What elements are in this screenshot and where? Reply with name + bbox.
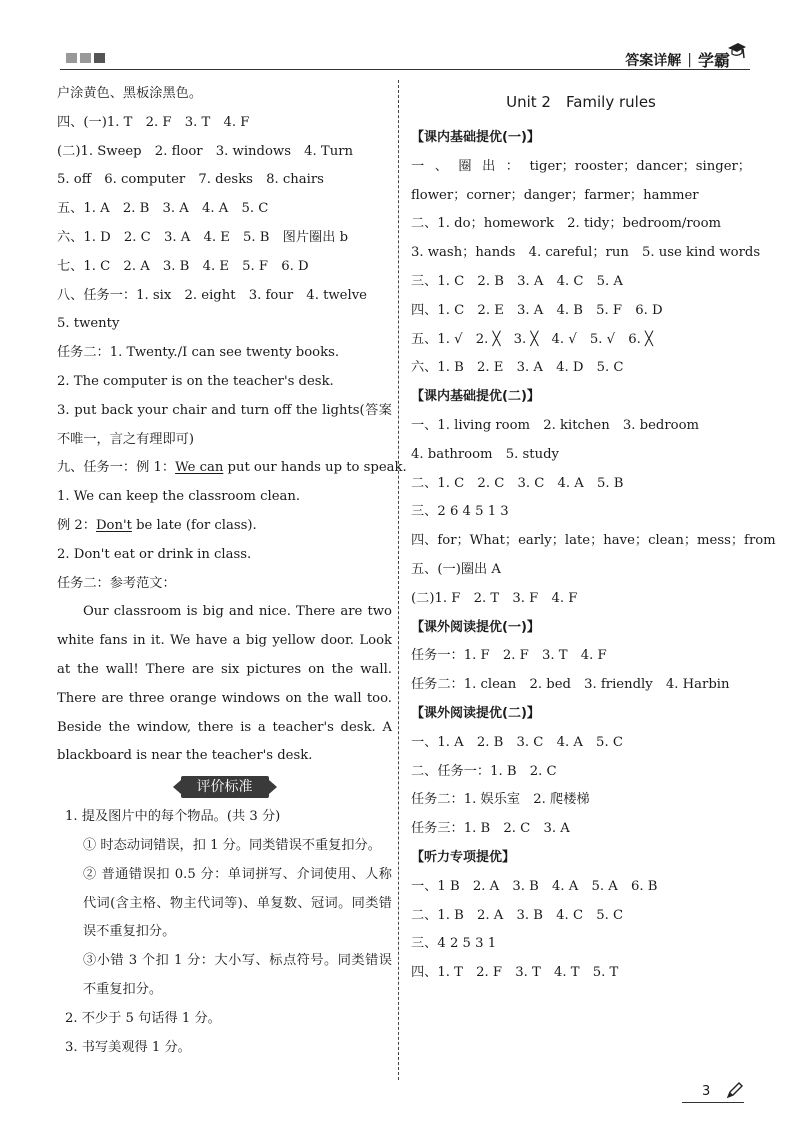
answer-line: 任务三：1. B 2. C 3. A [411, 821, 570, 837]
answer-line: 任务二：1. Twenty./I can see twenty books. [57, 345, 340, 361]
answer-line: 1. We can keep the classroom clean. [57, 489, 301, 505]
answer-line: 三、2 6 4 5 1 3 [411, 504, 509, 520]
answer-line: 4. bathroom 5. study [411, 446, 559, 462]
page-number: 3 [702, 1084, 711, 1099]
answer-line: 五、1. A 2. B 3. A 4. A 5. C [57, 201, 269, 217]
section-heading: 【听力专项提优】 [411, 849, 516, 865]
criteria-item: 1. 提及图片中的每个物品。(共 3 分) [65, 809, 281, 825]
answer-line: 一、1 B 2. A 3. B 4. A 5. A 6. B [411, 878, 658, 894]
answer-paragraph: 3. put back your chair and turn off the lights(答案不唯一，言之有理即可) [57, 402, 392, 447]
answer-line: (二)1. F 2. T 3. F 4. F [411, 590, 578, 606]
underlined-phrase: We can [175, 460, 224, 476]
answer-line: 2. Don't eat or drink in class. [57, 546, 252, 562]
banner-row [57, 771, 392, 803]
section-heading: 【课外阅读提优(二)】 [411, 705, 540, 721]
underlined-phrase: Don't [95, 517, 132, 533]
answer-line: 四、(一)1. T 2. F 3. T 4. F [57, 114, 250, 130]
answer-line: 二、任务一：1. B 2. C [411, 763, 557, 779]
left-column [57, 80, 407, 1062]
header-section-label: 答案详解 [625, 52, 682, 69]
answer-line: 八、任务一：1. six 2. eight 3. four 4. twelve [57, 287, 367, 303]
answer-line: 二、1. C 2. C 3. C 4. A 5. B [411, 475, 624, 491]
criteria-item: ③小错 3 个扣 1 分：大小写、标点符号。同类错误不重复扣分。 [83, 953, 392, 997]
answer-line: 3. wash；hands 4. careful；run 5. use kind words [411, 245, 761, 261]
criteria-banner: 评价标准 [181, 776, 269, 798]
answer-line: 七、1. C 2. A 3. B 4. E 5. F 6. D [57, 258, 309, 274]
right-answer-list [411, 124, 776, 988]
graduation-cap-icon [726, 40, 746, 64]
header-separator: | [687, 51, 692, 68]
task9-example2 [57, 512, 392, 541]
pencil-icon [725, 1080, 745, 1100]
example-text: put our hands up to speak. [223, 460, 407, 476]
answer-line: 五、1. √ 2. ╳ 3. ╳ 4. √ 5. √ 6. ╳ [411, 331, 653, 347]
example-label: 九、任务一：例 1： [57, 460, 176, 476]
example-text: be late (for class). [131, 517, 257, 533]
answer-line: 二、1. do；homework 2. tidy；bedroom/room [411, 216, 722, 232]
sample-essay: Our classroom is big and nice. There are two white fans in it. We have a big yellow door. Look at the wall! There are six pictures on the wall. There are three orange windows on the wall too. Beside the window, there is a teacher's desk. A blackboard is near the teacher's desk. [57, 604, 392, 764]
footer-rule [682, 1102, 744, 1103]
criteria-item: ① 时态动词错误，扣 1 分。同类错误不重复扣分。 [83, 837, 381, 853]
unit-title: Unit 2 Family rules [506, 93, 656, 111]
header-decoration [66, 53, 105, 63]
answer-line: 任务二：1. 娱乐室 2. 爬楼梯 [411, 792, 590, 808]
answer-line: 四、1. T 2. F 3. T 4. T 5. T [411, 965, 619, 981]
criteria-item: 2. 不少于 5 句话得 1 分。 [65, 1010, 221, 1026]
answer-line: 六、1. B 2. E 3. A 4. D 5. C [411, 360, 624, 376]
answer-line: 四、for；What；early；late；have；clean；mess；from [411, 533, 776, 549]
section-heading: 【课内基础提优(二)】 [411, 389, 540, 405]
section-heading: 【课内基础提优(一)】 [411, 130, 540, 145]
answer-line: 5. twenty [57, 316, 120, 332]
answer-line: 5. off 6. computer 7. desks 8. chairs [57, 172, 324, 188]
answer-line: 任务二：参考范文： [57, 575, 176, 591]
answer-line: 一、1. A 2. B 3. C 4. A 5. C [411, 734, 623, 750]
answer-line: 五、(一)圈出 A [411, 561, 501, 577]
answer-line: 2. The computer is on the teacher's desk. [57, 373, 334, 389]
task9-example1 [57, 454, 407, 483]
example-label: 例 2： [57, 517, 96, 533]
section-heading: 【课外阅读提优(一)】 [411, 619, 540, 635]
answer-line: 户涂黄色、黑板涂黑色。 [57, 86, 203, 101]
answer-line: 一、1. living room 2. kitchen 3. bedroom [411, 417, 700, 433]
answer-line: 六、1. D 2. C 3. A 4. E 5. B 图片圈出 b [57, 229, 349, 245]
header-brand: 学霸 [697, 51, 730, 70]
answer-line: 任务一：1. F 2. F 3. T 4. F [411, 648, 607, 664]
answer-line: 任务二：1. clean 2. bed 3. friendly 4. Harbin [411, 677, 730, 693]
answer-line: 三、1. C 2. B 3. A 4. C 5. A [411, 273, 623, 289]
answer-line: (二)1. Sweep 2. floor 3. windows 4. Turn [57, 143, 354, 159]
page-header [60, 48, 750, 70]
answer-line: 四、1. C 2. E 3. A 4. B 5. F 6. D [411, 302, 663, 318]
column-divider [398, 80, 399, 1080]
answer-line: 三、4 2 5 3 1 [411, 936, 497, 952]
criteria-item: 3. 书写美观得 1 分。 [65, 1039, 191, 1055]
answer-line: 一、圈出：tiger；rooster；dancer；singer；flower；corner；danger；farmer；hammer [411, 158, 751, 203]
answer-line: 二、1. B 2. A 3. B 4. C 5. C [411, 907, 624, 923]
criteria-item: ② 普通错误扣 0.5 分：单词拼写、介词使用、人称代词(含主格、物主代词等)、单复数、冠词。同类错误不重复扣分。 [83, 866, 392, 940]
header-title [625, 48, 730, 71]
right-column [411, 80, 776, 988]
